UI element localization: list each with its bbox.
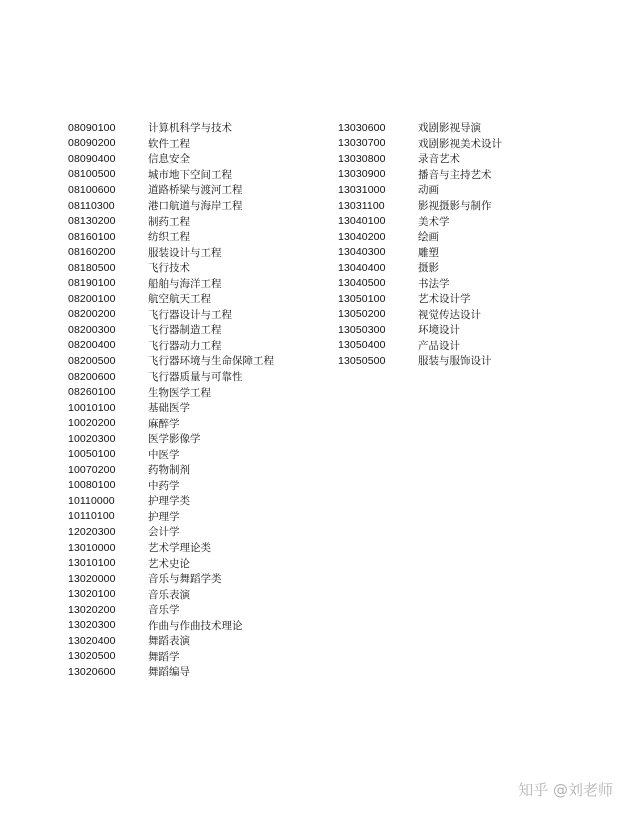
- list-item: [68, 260, 274, 276]
- list-item: [338, 151, 502, 167]
- major-code: 13050200: [338, 308, 386, 321]
- major-name: 飞行器制造工程: [148, 324, 222, 337]
- list-item: [338, 136, 502, 152]
- major-name: 音乐学: [148, 604, 180, 617]
- list-item: [68, 446, 274, 462]
- major-name: 绘画: [418, 231, 439, 244]
- major-code: 13050100: [338, 292, 386, 305]
- major-name: 音乐与舞蹈学类: [148, 573, 222, 586]
- major-name: 艺术设计学: [418, 293, 471, 306]
- list-item: [68, 291, 274, 307]
- major-name: 会计学: [148, 526, 180, 539]
- major-code: 13020300: [68, 619, 116, 632]
- major-code: 13020000: [68, 572, 116, 585]
- major-name: 舞蹈编导: [148, 666, 190, 679]
- list-item: [68, 151, 274, 167]
- major-name: 生物医学工程: [148, 386, 211, 399]
- major-name: 计算机科学与技术: [148, 122, 232, 135]
- major-code: 08090200: [68, 137, 116, 150]
- major-code: 13050500: [338, 354, 386, 367]
- major-name: 动画: [418, 184, 439, 197]
- list-item: [68, 400, 274, 416]
- major-code: 10020300: [68, 432, 116, 445]
- major-code: 08090100: [68, 121, 116, 134]
- list-item: [68, 478, 274, 494]
- major-name: 医学影像学: [148, 433, 201, 446]
- major-name: 录音艺术: [418, 153, 460, 166]
- major-code: 08100600: [68, 183, 116, 196]
- major-code: 10080100: [68, 479, 116, 492]
- list-item: [68, 167, 274, 183]
- major-name: 戏剧影视美术设计: [418, 137, 502, 150]
- major-name: 软件工程: [148, 137, 190, 150]
- major-code: 13040100: [338, 215, 386, 228]
- major-code: 08090400: [68, 152, 116, 165]
- list-item: [68, 136, 274, 152]
- major-name: 护理学: [148, 510, 180, 523]
- list-item: [68, 509, 274, 525]
- major-code: 08160100: [68, 230, 116, 243]
- major-name: 作曲与作曲技术理论: [148, 619, 243, 632]
- list-item: [68, 229, 274, 245]
- right-major-list: [338, 120, 502, 369]
- major-code: 08160200: [68, 246, 116, 259]
- list-item: [68, 493, 274, 509]
- major-code: 13030900: [338, 168, 386, 181]
- major-code: 13020100: [68, 588, 116, 601]
- list-item: [338, 213, 502, 229]
- major-code: 10020200: [68, 417, 116, 430]
- list-item: [68, 369, 274, 385]
- major-code: 13020400: [68, 634, 116, 647]
- list-item: [68, 353, 274, 369]
- major-code: 13020200: [68, 603, 116, 616]
- list-item: [68, 664, 274, 680]
- list-item: [338, 260, 502, 276]
- major-code: 08180500: [68, 261, 116, 274]
- major-code: 13020600: [68, 665, 116, 678]
- major-name: 飞行技术: [148, 262, 190, 275]
- major-name: 影视摄影与制作: [418, 200, 492, 212]
- list-item: [68, 586, 274, 602]
- major-name: 艺术学理论类: [148, 542, 211, 555]
- major-code: 08200500: [68, 354, 116, 367]
- list-item: [68, 571, 274, 587]
- major-code: 13020500: [68, 650, 116, 663]
- major-name: 药物制剂: [148, 464, 190, 477]
- major-code: 13040400: [338, 261, 386, 274]
- major-name: 道路桥梁与渡河工程: [148, 184, 243, 197]
- major-code: 08200200: [68, 308, 116, 321]
- major-name: 护理学类: [148, 495, 190, 508]
- major-code: 08130200: [68, 215, 116, 228]
- major-name: 环境设计: [418, 324, 460, 337]
- major-name: 港口航道与海岸工程: [148, 200, 243, 212]
- major-name: 纺织工程: [148, 231, 190, 244]
- list-item: [68, 322, 274, 338]
- major-name: 飞行器动力工程: [148, 339, 222, 352]
- list-item: [68, 307, 274, 323]
- list-item: [68, 384, 274, 400]
- list-item: [68, 524, 274, 540]
- major-code: 13040500: [338, 277, 386, 290]
- major-code: 13050300: [338, 323, 386, 336]
- list-item: [338, 291, 502, 307]
- major-name: 服装设计与工程: [148, 246, 222, 259]
- major-name: 戏剧影视导演: [418, 122, 481, 135]
- major-code: 13010000: [68, 541, 116, 554]
- list-item: [338, 198, 502, 214]
- major-code: 08200100: [68, 292, 116, 305]
- major-name: 制药工程: [148, 215, 190, 228]
- list-item: [68, 462, 274, 478]
- list-item: [68, 649, 274, 665]
- major-code: 13030600: [338, 121, 386, 134]
- major-code: 13031100: [338, 199, 385, 212]
- list-item: [68, 244, 274, 260]
- major-name: 飞行器质量与可靠性: [148, 371, 243, 384]
- major-code: 10110100: [68, 510, 115, 523]
- major-name: 服装与服饰设计: [418, 355, 492, 368]
- list-item: [338, 120, 502, 136]
- list-item: [68, 431, 274, 447]
- major-code: 13050400: [338, 339, 386, 352]
- major-name: 船舶与海洋工程: [148, 277, 222, 290]
- list-item: [338, 167, 502, 183]
- list-item: [338, 322, 502, 338]
- major-code: 10010100: [68, 401, 116, 414]
- major-name: 航空航天工程: [148, 293, 211, 306]
- major-code: 12020300: [68, 525, 116, 538]
- list-item: [338, 353, 502, 369]
- major-name: 中药学: [148, 479, 180, 492]
- list-item: [68, 120, 274, 136]
- major-name: 基础医学: [148, 402, 190, 415]
- major-name: 城市地下空间工程: [148, 168, 232, 181]
- list-item: [68, 338, 274, 354]
- major-name: 雕塑: [418, 246, 439, 259]
- major-code: 10050100: [68, 448, 116, 461]
- major-name: 视觉传达设计: [418, 308, 481, 321]
- major-name: 飞行器环境与生命保障工程: [148, 355, 274, 368]
- major-code: 08200600: [68, 370, 116, 383]
- major-code: 13030700: [338, 137, 386, 150]
- list-item: [68, 540, 274, 556]
- major-name: 麻醉学: [148, 417, 180, 430]
- major-name: 产品设计: [418, 339, 460, 352]
- major-code: 08200400: [68, 339, 116, 352]
- major-name: 书法学: [418, 277, 450, 290]
- list-item: [338, 275, 502, 291]
- list-item: [68, 182, 274, 198]
- major-code: 10110000: [68, 494, 115, 507]
- list-item: [68, 618, 274, 634]
- major-name: 舞蹈表演: [148, 635, 190, 648]
- list-item: [338, 229, 502, 245]
- major-code: 08260100: [68, 386, 116, 399]
- major-code: 08100500: [68, 168, 116, 181]
- major-code: 13040300: [338, 246, 386, 259]
- list-item: [68, 275, 274, 291]
- major-code: 13010100: [68, 557, 116, 570]
- list-item: [68, 555, 274, 571]
- list-item: [338, 338, 502, 354]
- list-item: [68, 633, 274, 649]
- list-item: [68, 602, 274, 618]
- list-item: [338, 307, 502, 323]
- list-item: [68, 415, 274, 431]
- major-code: 13040200: [338, 230, 386, 243]
- major-name: 舞蹈学: [148, 650, 180, 663]
- list-item: [338, 244, 502, 260]
- major-code: 13031000: [338, 183, 386, 196]
- major-name: 摄影: [418, 262, 439, 275]
- major-name: 飞行器设计与工程: [148, 308, 232, 321]
- major-code: 08190100: [68, 277, 116, 290]
- major-name: 音乐表演: [148, 588, 190, 601]
- list-item: [68, 213, 274, 229]
- list-item: [338, 182, 502, 198]
- major-code: 13030800: [338, 152, 386, 165]
- list-item: [68, 198, 274, 214]
- major-code: 08200300: [68, 323, 116, 336]
- major-name: 信息安全: [148, 153, 190, 166]
- watermark: 知乎 @刘老师: [518, 781, 613, 799]
- left-major-list: [68, 120, 274, 680]
- major-name: 中医学: [148, 448, 180, 461]
- major-name: 播音与主持艺术: [418, 168, 492, 181]
- major-code: 10070200: [68, 463, 116, 476]
- major-code: 08110300: [68, 199, 115, 212]
- major-name: 美术学: [418, 215, 450, 228]
- major-name: 艺术史论: [148, 557, 190, 570]
